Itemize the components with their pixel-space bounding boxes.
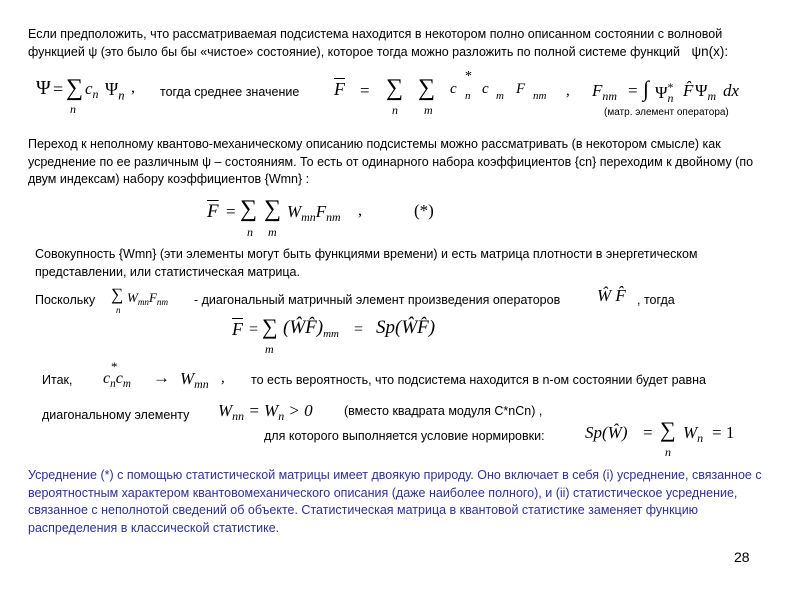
intro-psi-function: ψn(x): (691, 44, 729, 59)
instead-note: (вместо квадрата модуля C*nCn) , (344, 404, 543, 418)
operator-matrix-note: (матр. элемент оператора) (604, 107, 729, 118)
intro-line-1: Если предположить, что рассматриваемая подсистема находится в некотором полно описанном состоянии с волновой (28, 27, 723, 41)
transition-paragraph: Переход к неполному квантово-механическому описанию подсистемы можно рассматривать (в некотором смысле) как усреднение по ее различным ψ – состояниям. То есть от одинарного набора коэффициентов {cn} переходим к двойному (по двум индексам) набору коэффициентов {Wmn} : (28, 137, 754, 186)
average-value-label: тогда среднее значение (160, 85, 300, 99)
conclusion-paragraph: Усреднение (*) с помощью статистической матрицы имеет двоякую природу. Оно включает в себя (i) усреднение, связанное с вероятностным характером квантовомеханического описания (даже наиболее полного), и (ii) статистическое усреднение, связанное с неполнотой сведений об объекте. Статистическая матрица в квантовой статистике заменяет функцию распределения в классической статистике. (28, 468, 762, 535)
page-number: 28 (734, 549, 750, 565)
probability-text: то есть вероятность, что подсистема находится в n-ом состоянии будет равна (251, 373, 706, 387)
since-label: Поскольку (35, 293, 96, 307)
thus-label: Итак, (42, 373, 73, 387)
equation-tag: (*) (414, 201, 434, 220)
density-matrix-paragraph: Совокупность {Wmn} (эти элементы могут быть функциями времени) и есть матрица плотности в энергетическом представлении, или статистическая матрица. (35, 247, 698, 279)
intro-line-2 (28, 43, 728, 61)
diagonal-element-label: диагональному элементу (42, 408, 190, 422)
intro-line-2-text: функцией ψ (это было бы бы «чистое» состояние), которое тогда можно разложить по полной системе функций (28, 45, 680, 59)
formula-operator-product: Ŵ F̂ (597, 286, 626, 305)
then-label: , тогда (637, 293, 675, 307)
diagonal-element-text: - диагональный матричный элемент произведения операторов (194, 293, 561, 307)
normalization-text: для которого выполняется условие нормировки: (264, 429, 545, 443)
formula-diagonal-probability: $W_{nn} = W_n > 0$ (218, 401, 313, 424)
